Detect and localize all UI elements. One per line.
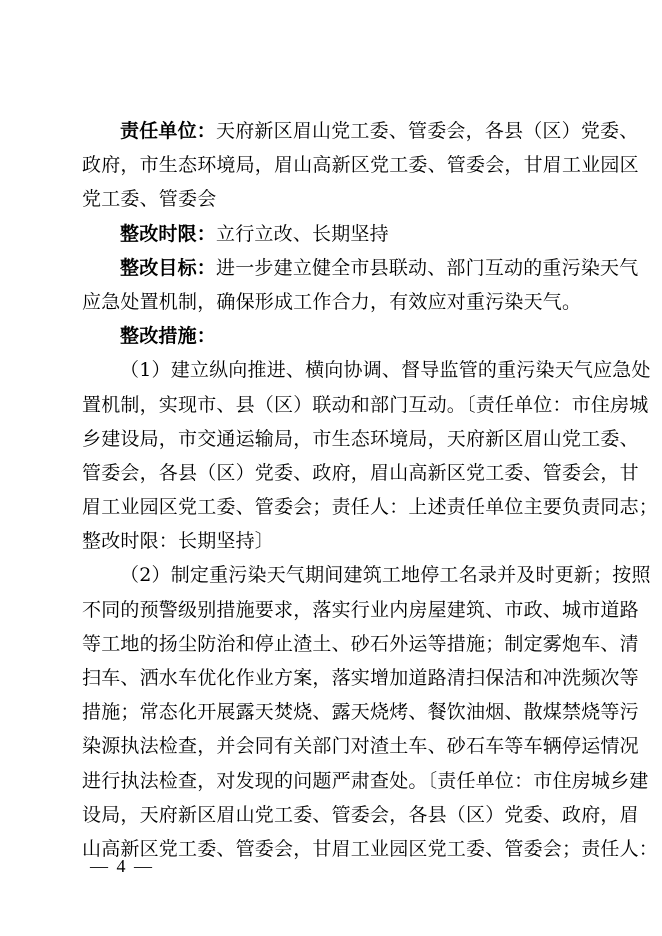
responsible-line-1 <box>82 114 639 148</box>
responsible-label: 责任单位： <box>120 120 217 142</box>
item1-line-3: 乡建设局，市交通运输局，市生态环境局，天府新区眉山党工委、 <box>82 427 639 450</box>
page-number: — 4 — <box>90 856 154 876</box>
responsible-line-3: 党工委、管委会 <box>82 188 217 211</box>
item1-line-6: 整改时限：长期坚持〕 <box>82 530 275 553</box>
document-body <box>82 114 659 866</box>
item1-line-1: （1）建立纵向推进、横向协调、督导监管的重污染天气应急处 <box>120 359 651 382</box>
item2-line-2: 不同的预警级别措施要求，落实行业内房屋建筑、市政、城市道路 <box>82 598 639 621</box>
measures-label: 整改措施： <box>120 325 217 348</box>
item2-line-7: 进行执法检查，对发现的问题严肃查处。〔责任单位：市住房城乡建 <box>82 769 649 792</box>
item1-line-4: 管委会，各县（区）党委、政府，眉山高新区党工委、管委会，甘 <box>82 461 639 484</box>
deadline-line <box>82 217 592 251</box>
goal-label: 整改目标： <box>120 256 217 279</box>
item1-line-2: 置机制，实现市、县（区）联动和部门互动。〔责任单位：市住房城 <box>82 393 649 416</box>
item1-line-5: 眉工业园区党工委、管委会；责任人：上述责任单位主要负责同志； <box>82 496 659 519</box>
responsible-line-2: 政府，市生态环境局，眉山高新区党工委、管委会，甘眉工业园区 <box>82 154 639 177</box>
item2-line-8: 设局，天府新区眉山党工委、管委会，各县（区）党委、政府，眉 <box>82 803 639 826</box>
item2-line-9: 山高新区党工委、管委会，甘眉工业园区党工委、管委会；责任人： <box>82 837 659 860</box>
item2-line-1: （2）制定重污染天气期间建筑工地停工名录并及时更新；按照 <box>120 564 651 587</box>
goal-line-1 <box>82 251 639 285</box>
item2-line-6: 染源执法检查，并会同有关部门对渣土车、砂石车等车辆停运情况 <box>82 735 639 758</box>
item2-line-3: 等工地的扬尘防治和停止渣土、砂石外运等措施；制定雾炮车、清 <box>82 632 639 655</box>
item2-line-5: 措施；常态化开展露天焚烧、露天烧烤、餐饮油烟、散煤禁烧等污 <box>82 701 639 724</box>
deadline-label: 整改时限： <box>120 222 217 245</box>
goal-line-2: 应急处置机制，确保形成工作合力，有效应对重污染天气。 <box>82 290 582 313</box>
item2-line-4: 扫车、洒水车优化作业方案，落实增加道路清扫保洁和冲洗频次等 <box>82 667 639 689</box>
measures-heading <box>82 319 592 353</box>
goal-text: 进一步建立健全市县联动、部门互动的重污染天气 <box>216 256 639 279</box>
responsible-text: 天府新区眉山党工委、管委会，各县（区）党委、 <box>216 120 639 142</box>
deadline-text: 立行立改、长期坚持 <box>216 222 389 245</box>
